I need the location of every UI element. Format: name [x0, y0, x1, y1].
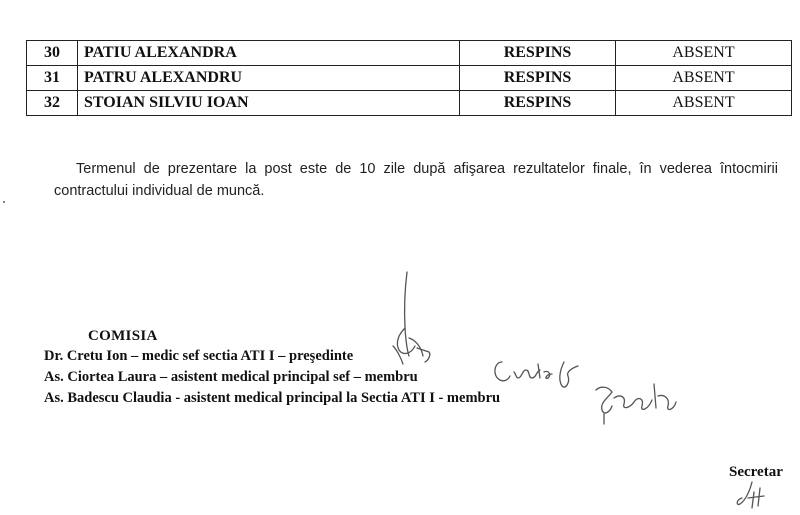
president-signature: [385, 268, 435, 368]
candidate-status: ABSENT: [616, 91, 792, 116]
ciortea-signature: [488, 352, 584, 394]
table-row: [27, 91, 792, 116]
candidate-status: ABSENT: [616, 41, 792, 66]
row-number: 31: [27, 66, 78, 91]
candidate-result: RESPINS: [460, 91, 616, 116]
results-table: [26, 40, 792, 116]
row-number: 30: [27, 41, 78, 66]
candidate-result: RESPINS: [460, 66, 616, 91]
candidate-name: PATIU ALEXANDRA: [78, 41, 460, 66]
commission-member-ciortea: As. Ciortea Laura – asistent medical principal sef – membru: [44, 369, 418, 385]
commission-title: COMISIA: [88, 328, 158, 344]
commission-member-president: Dr. Cretu Ion – medic sef sectia ATI I – preşedinte: [44, 348, 354, 364]
commission-member-badescu: As. Badescu Claudia - asistent medical principal la Sectia ATI I - membru: [44, 390, 501, 406]
secretary-label: Secretar: [729, 464, 783, 480]
candidate-name: PATRU ALEXANDRU: [78, 66, 460, 91]
candidate-result: RESPINS: [460, 41, 616, 66]
candidate-status: ABSENT: [616, 66, 792, 91]
row-number: 32: [27, 91, 78, 116]
scan-dot: [3, 201, 5, 203]
candidate-name: STOIAN SILVIU IOAN: [78, 91, 460, 116]
secretary-signature: [734, 478, 774, 512]
badescu-signature: [590, 376, 682, 428]
table-row: [27, 41, 792, 66]
presentation-term-paragraph: Termenul de prezentare la post este de 10 zile după afişarea rezultatelor finale, în vederea întocmirii contractului individual de muncă.: [54, 161, 778, 199]
table-row: [27, 66, 792, 91]
